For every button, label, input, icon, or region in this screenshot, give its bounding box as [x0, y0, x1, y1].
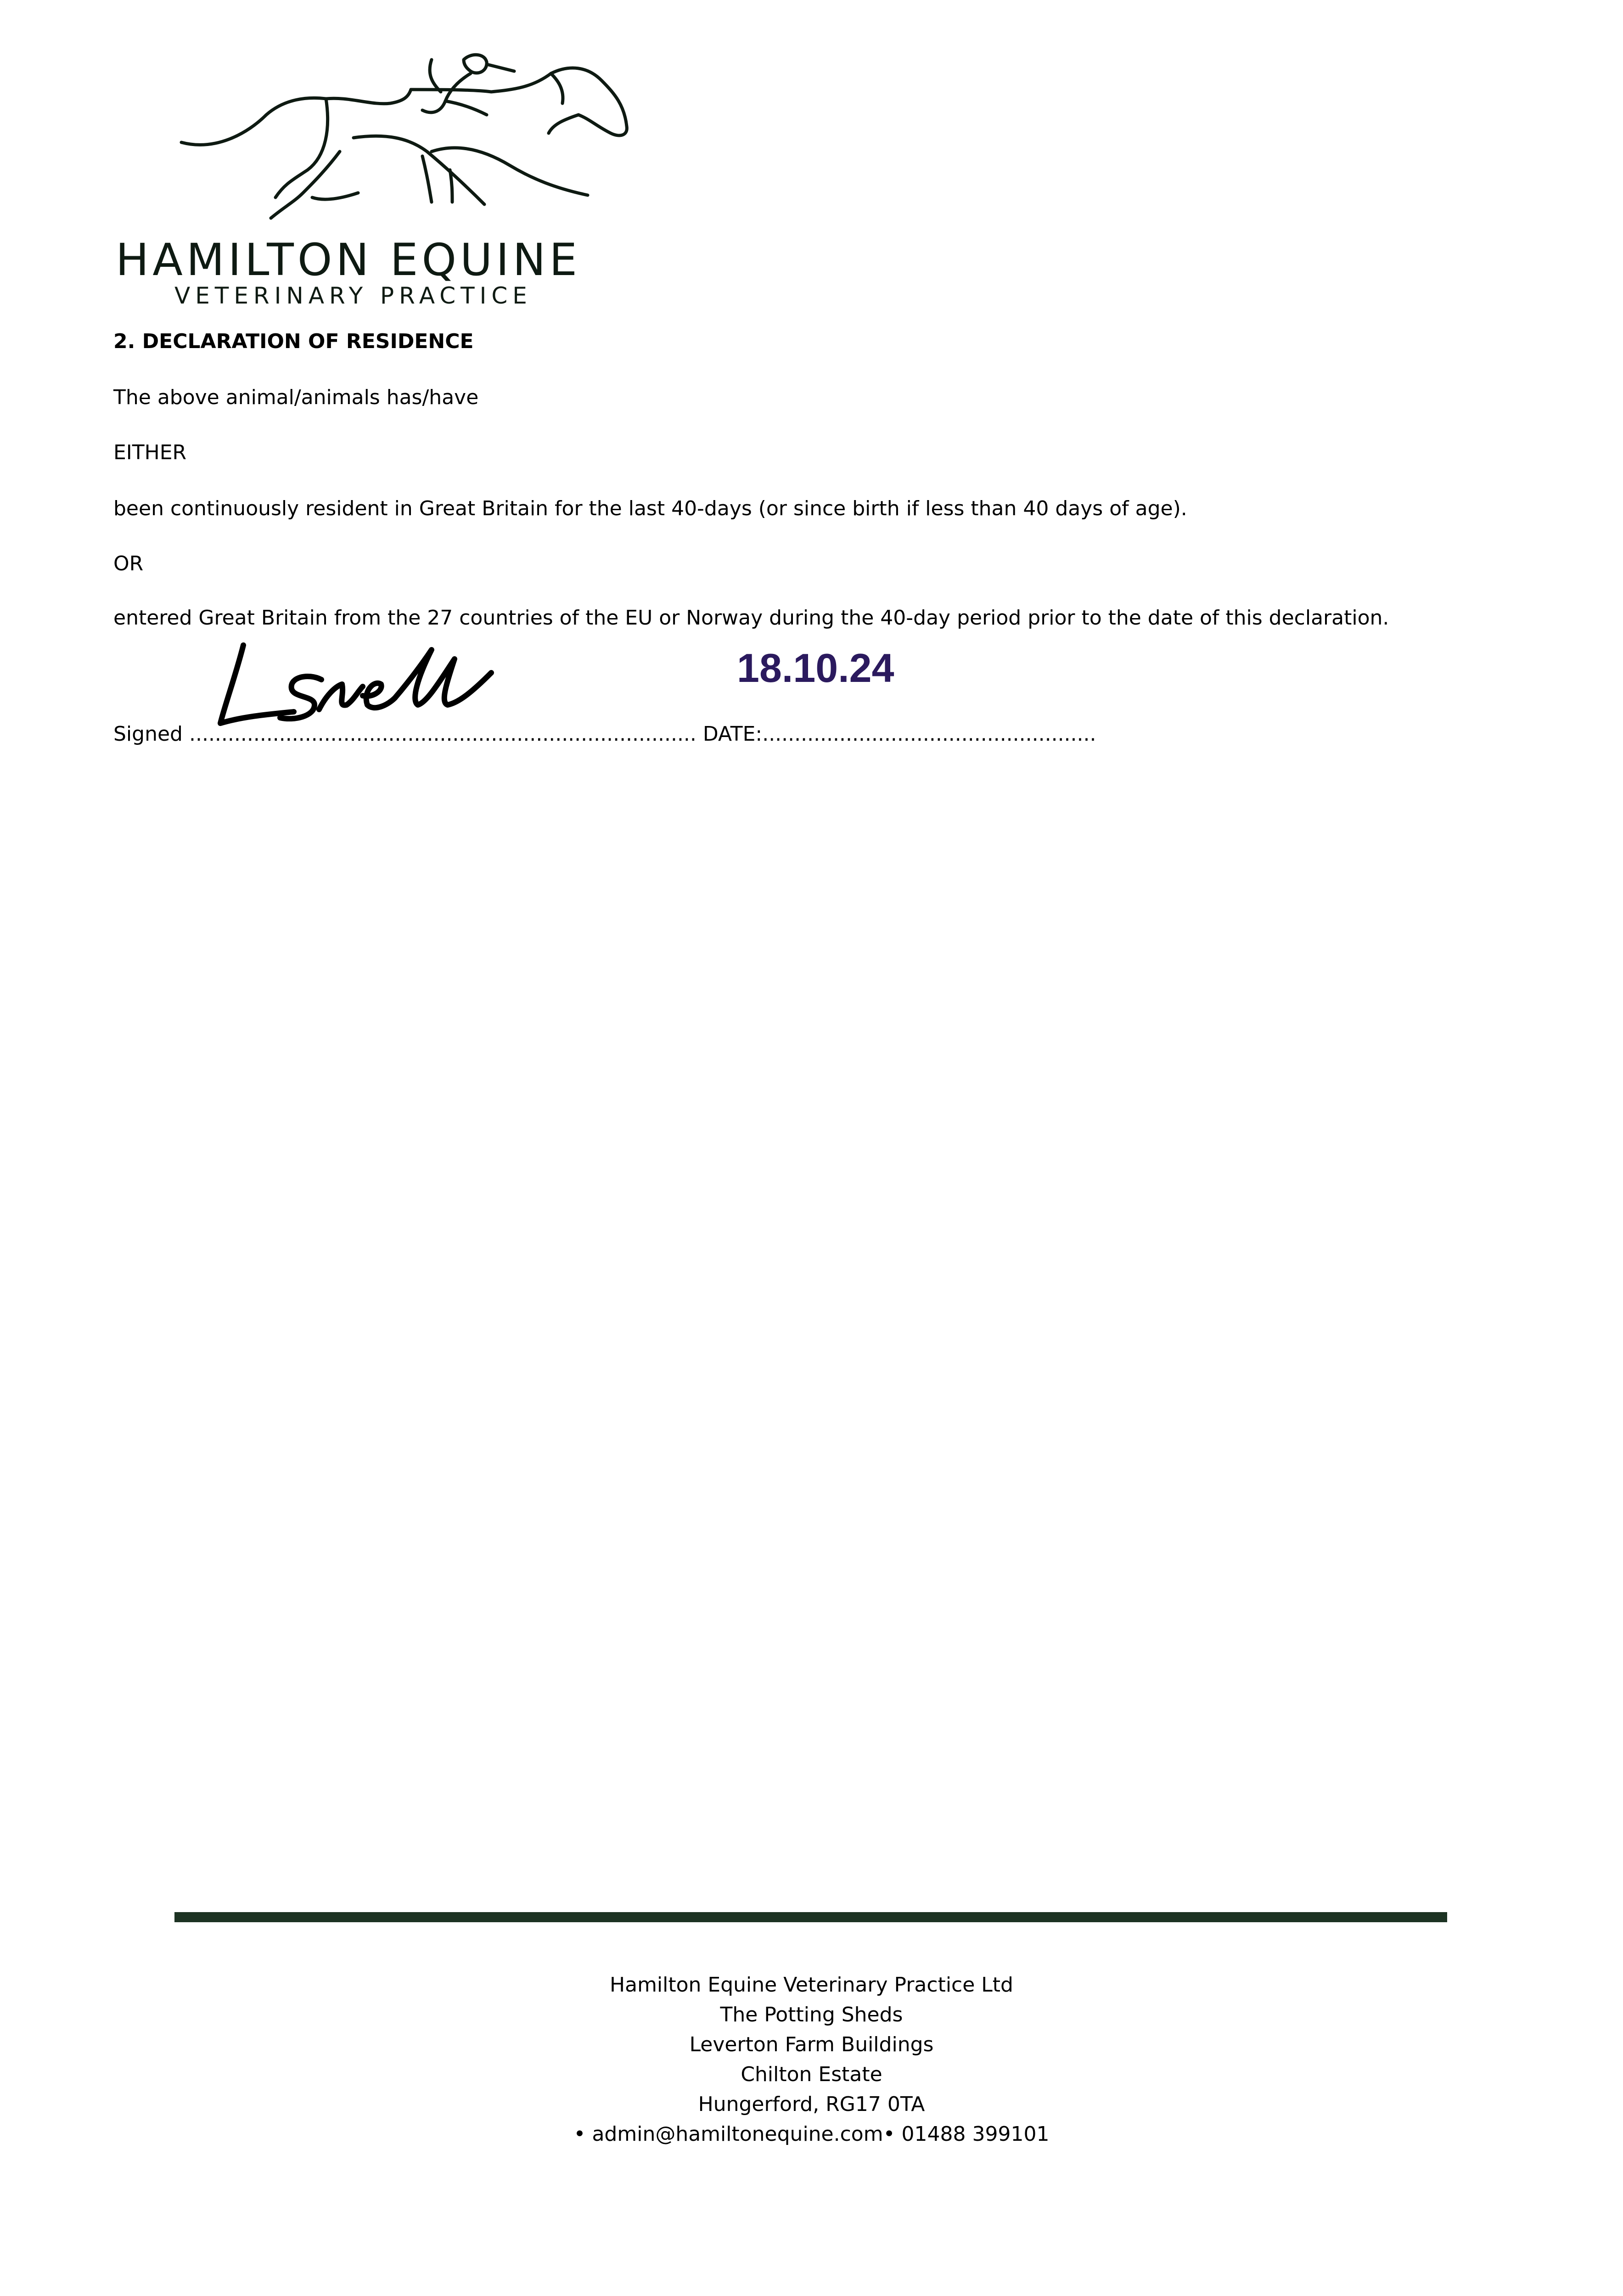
- practice-name: HAMILTON EQUINE: [116, 234, 581, 286]
- option-one-text: been continuously resident in Great Britain for the last 40-days (or since birth if less than 40 days of age).: [113, 497, 1187, 520]
- signed-label: Signed: [113, 722, 183, 746]
- practice-logo: [110, 46, 643, 321]
- practice-subtitle: VETERINARY PRACTICE: [174, 282, 532, 309]
- contact-line: • admin@hamiltonequine.com• 01488 399101: [573, 2122, 1050, 2146]
- option-two-text: entered Great Britain from the 27 countries of the EU or Norway during the 40-day period prior to the date of this declaration.: [113, 606, 1389, 630]
- signed-dotted-line: ...............................................................................: [189, 722, 696, 746]
- handwritten-signature: [216, 636, 528, 737]
- either-text: EITHER: [113, 441, 187, 464]
- horse-and-jockey-icon: [110, 46, 643, 230]
- footer-address: [0, 1970, 1623, 2149]
- company-name: Hamilton Equine Veterinary Practice Ltd: [610, 1973, 1013, 1997]
- address-line: Hungerford, RG17 0TA: [698, 2093, 925, 2116]
- or-text: OR: [113, 552, 144, 575]
- address-line: Leverton Farm Buildings: [689, 2033, 934, 2056]
- section-heading: 2. DECLARATION OF RESIDENCE: [113, 330, 474, 353]
- intro-text: The above animal/animals has/have: [113, 386, 479, 409]
- handwritten-date: 18.10.24: [737, 645, 894, 691]
- date-label: DATE:: [702, 722, 763, 746]
- date-dotted-line: ....................................................: [762, 722, 1096, 746]
- footer-divider: [174, 1912, 1447, 1922]
- address-line: The Potting Sheds: [720, 2003, 903, 2026]
- address-line: Chilton Estate: [741, 2063, 882, 2086]
- signature-line: [113, 722, 1096, 746]
